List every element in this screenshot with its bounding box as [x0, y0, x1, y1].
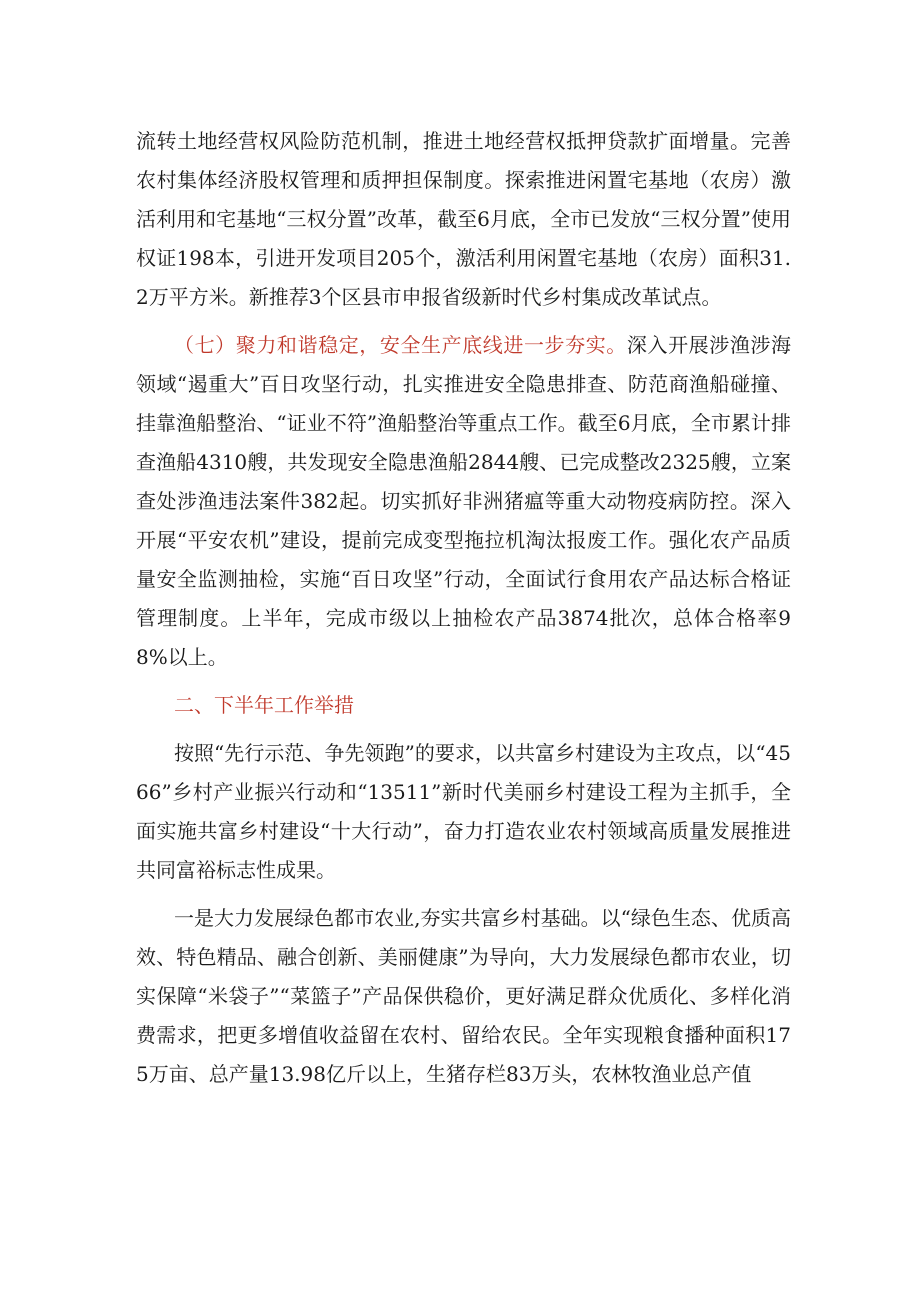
document-page — [136, 122, 791, 1094]
paragraph-text: 一是大力发展绿色都市农业,夯实共富乡村基础。以“绿色生态、优质高效、特色精品、融合创新、美丽健康”为导向，大力发展绿色都市农业，切实保障“米袋子”“菜篮子”产品保供稳价，更好满足群众优质化、多样化消费需求，把更多增值收益留在农村、留给农民。全年实现粮食播种面积175万亩、总产量13.98亿斤以上，生猪存栏83万头，农林牧渔业总产值 — [136, 906, 791, 1086]
paragraph-safety-production — [136, 326, 791, 677]
section-heading-seven: （七）聚力和谐稳定，安全生产底线进一步夯实。 — [174, 333, 627, 357]
paragraph-overview — [136, 734, 791, 890]
paragraph-text: 流转土地经营权风险防范机制，推进土地经营权抵押贷款扩面增量。完善农村集体经济股权管理和质押担保制度。探索推进闲置宅基地（农房）激活利用和宅基地“三权分置”改革，截至6月底，全市已发放“三权分置”使用权证198本，引进开发项目205个，激活利用闲置宅基地（农房）面积31.2万平方米。新推荐3个区县市申报省级新时代乡村集成改革试点。 — [136, 129, 791, 309]
section-heading-two: 二、下半年工作举措 — [174, 693, 354, 717]
paragraph-green-agriculture — [136, 899, 791, 1094]
section-heading-second-half — [136, 686, 791, 725]
paragraph-land-reform — [136, 122, 791, 317]
paragraph-text: 按照“先行示范、争先领跑”的要求，以共富乡村建设为主攻点，以“4566”乡村产业振兴行动和“13511”新时代美丽乡村建设工程为主抓手，全面实施共富乡村建设“十大行动”，奋力打造农业农村领域高质量发展推进共同富裕标志性成果。 — [136, 741, 791, 882]
paragraph-text: 深入开展涉渔涉海领域“遏重大”百日攻坚行动，扎实推进安全隐患排查、防范商渔船碰撞、挂靠渔船整治、“证业不符”渔船整治等重点工作。截至6月底，全市累计排查渔船4310艘，共发现安全隐患渔船2844艘、已完成整改2325艘，立案查处涉渔违法案件382起。切实抓好非洲猪瘟等重大动物疫病防控。深入开展“平安农机”建设，提前完成变型拖拉机淘汰报废工作。强化农产品质量安全监测抽检，实施“百日攻坚”行动，全面试行食用农产品达标合格证管理制度。上半年，完成市级以上抽检农产品3874批次，总体合格率98%以上。 — [136, 333, 792, 669]
